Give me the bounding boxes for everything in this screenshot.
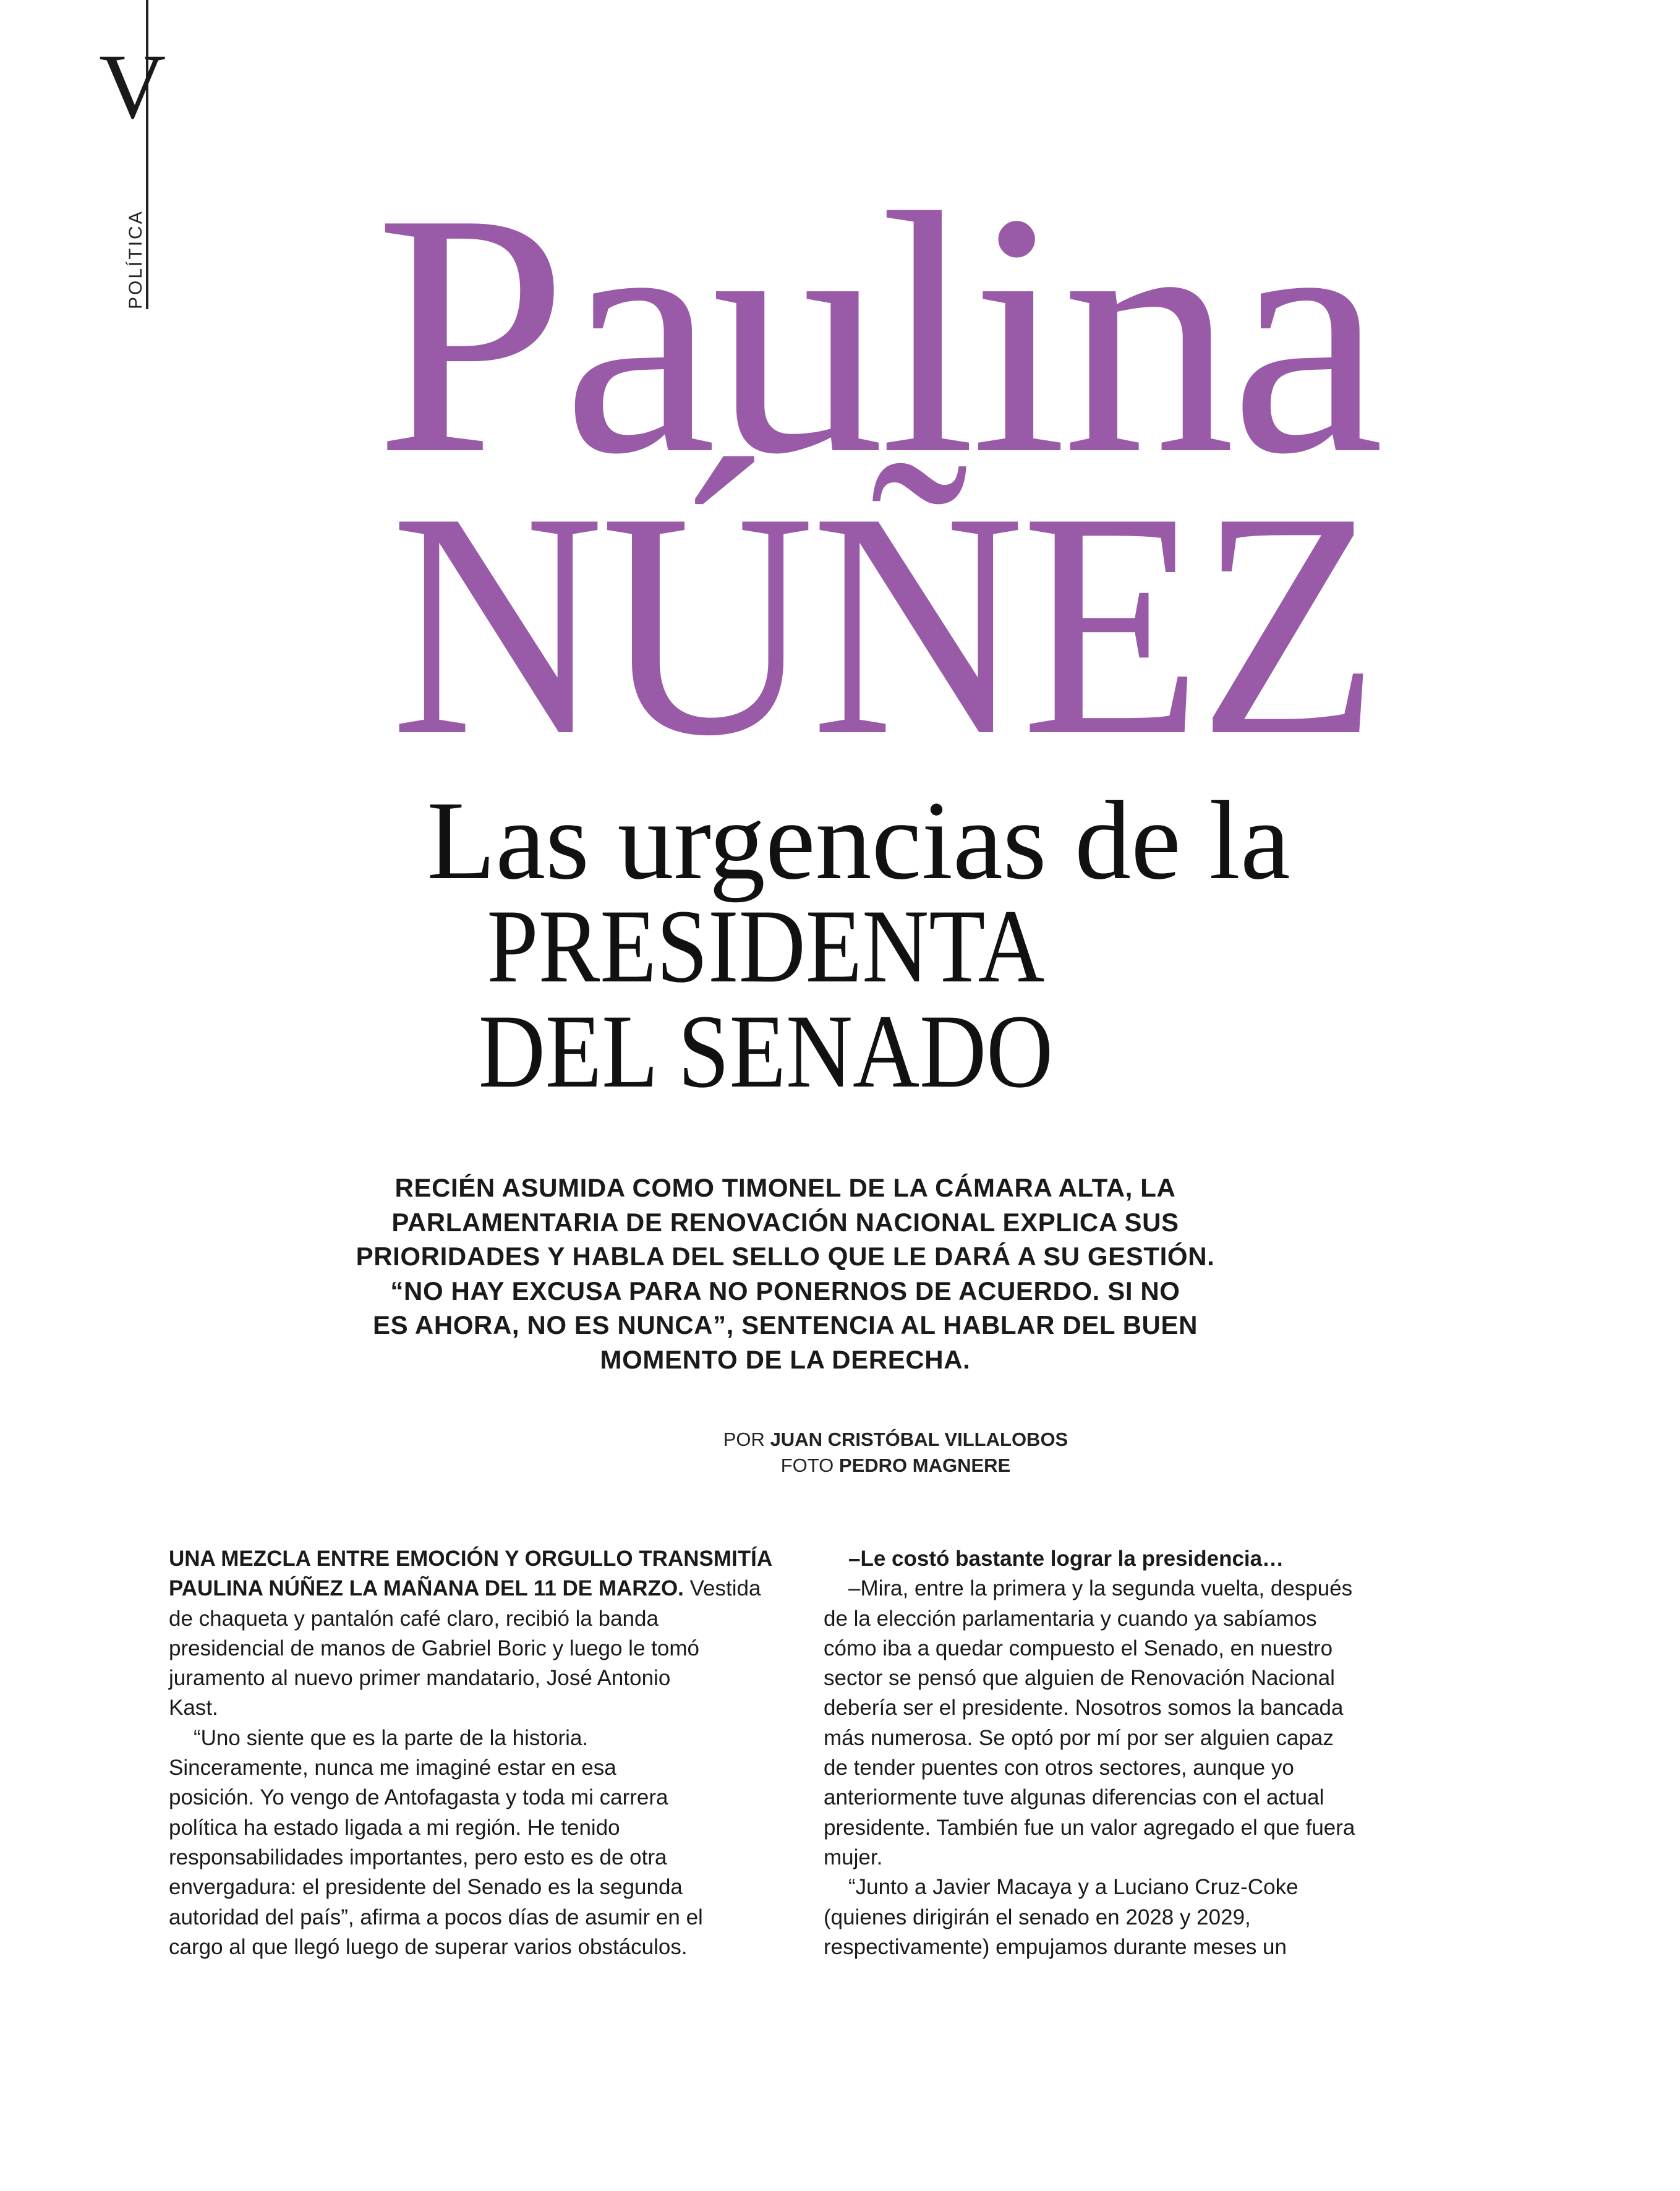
lead-line: RECIÉN ASUMIDA COMO TIMONEL DE LA CÁMARA ALTA, LA <box>394 1173 1176 1202</box>
lead-line: PRIORIDADES Y HABLA DEL SELLO QUE LE DARÁ A SU GESTIÓN. <box>356 1242 1215 1271</box>
body-line: de tender puentes con otros sectores, aunque yo <box>824 1756 1294 1780</box>
title-first-name: Paulina <box>375 142 1379 526</box>
author-name: JUAN CRISTÓBAL VILLALOBOS <box>770 1429 1068 1450</box>
body-line: respectivamente) empujamos durante meses un <box>824 1934 1287 1959</box>
body-line: política ha estado ligada a mi región. He tenido <box>169 1815 620 1840</box>
byline-label: POR <box>723 1429 765 1450</box>
body-line: autoridad del país”, afirma a pocos días de asumir en el <box>169 1905 703 1929</box>
body-line: posición. Yo vengo de Antofagasta y toda mi carrera <box>169 1785 668 1810</box>
photographer-name: PEDRO MAGNERE <box>838 1454 1011 1476</box>
body-line: Kast. <box>169 1696 218 1720</box>
body-line: cómo iba a quedar compuesto el Senado, en nuestro <box>824 1636 1333 1660</box>
body-line: anteriormente tuve algunas diferencias con el actual <box>824 1785 1324 1810</box>
body-line: “Junto a Javier Macaya y a Luciano Cruz-Coke <box>848 1875 1298 1900</box>
magazine-logo: V <box>99 35 166 138</box>
lead-line: “NO HAY EXCUSA PARA NO PONERNOS DE ACUERDO. SI NO <box>390 1276 1180 1305</box>
body-line: más numerosa. Se optó por mí por ser alguien capaz <box>824 1725 1334 1750</box>
body-line: “Uno siente que es la parte de la historia. <box>194 1725 589 1750</box>
lead-line: ES AHORA, NO ES NUNCA”, SENTENCIA AL HABLAR DEL BUEN <box>372 1310 1198 1339</box>
body-line: cargo al que llegó luego de superar varios obstáculos. <box>169 1934 688 1959</box>
photo-label: FOTO <box>780 1454 834 1476</box>
body-line: de chaqueta y pantalón café claro, recibió la banda <box>169 1606 659 1631</box>
body-line: sector se pensó que alguien de Renovación Nacional <box>824 1666 1335 1691</box>
intro-rest-text: Vestida <box>683 1576 761 1601</box>
title-last-name: NÚÑEZ <box>390 446 1376 802</box>
body-line: debería ser el presidente. Nosotros somos la bancada <box>824 1696 1344 1720</box>
body-column-right <box>824 1544 1460 1962</box>
body-line: presidente. También fue un valor agregado el que fuera <box>824 1815 1355 1840</box>
body-line: (quienes dirigirán el senado en 2028 y 2029, <box>824 1905 1251 1929</box>
byline-photo <box>56 1453 1680 1478</box>
intro-bold-text: PAULINA NÚÑEZ LA MAÑANA DEL 11 DE MARZO. <box>169 1576 684 1601</box>
interview-question: –Le costó bastante lograr la presidencia… <box>848 1547 1284 1571</box>
body-line: mujer. <box>824 1845 883 1869</box>
intro-bold-line: UNA MEZCLA ENTRE EMOCIÓN Y ORGULLO TRANSMITÍA <box>169 1547 773 1571</box>
subtitle-line-1: Las urgencias de la <box>427 779 1290 903</box>
lead-paragraph <box>346 1171 1224 1377</box>
lead-line: MOMENTO DE LA DERECHA. <box>600 1344 971 1374</box>
body-line: de la elección parlamentaria y cuando ya sabíamos <box>824 1606 1317 1631</box>
body-line: presidencial de manos de Gabriel Boric y luego le tomó <box>169 1636 699 1660</box>
body-line: Sinceramente, nunca me imaginé estar en esa <box>169 1756 616 1780</box>
body-line: –Mira, entre la primera y la segunda vuelta, después <box>848 1576 1353 1601</box>
body-line: juramento al nuevo primer mandatario, José Antonio <box>169 1666 671 1691</box>
lead-line: PARLAMENTARIA DE RENOVACIÓN NACIONAL EXPLICA SUS <box>391 1207 1179 1237</box>
byline-author <box>56 1427 1680 1452</box>
subtitle-line-2: PRESIDENTA <box>487 888 1045 1004</box>
subtitle-line-3: DEL SENADO <box>478 993 1054 1109</box>
body-line: envergadura: el presidente del Senado es la segunda <box>169 1875 683 1900</box>
body-line: responsabilidades importantes, pero esto es de otra <box>169 1845 667 1869</box>
section-label: POLÍTICA <box>126 210 146 309</box>
body-column-left <box>169 1544 806 1962</box>
intro-mixed-line <box>169 1574 806 1604</box>
